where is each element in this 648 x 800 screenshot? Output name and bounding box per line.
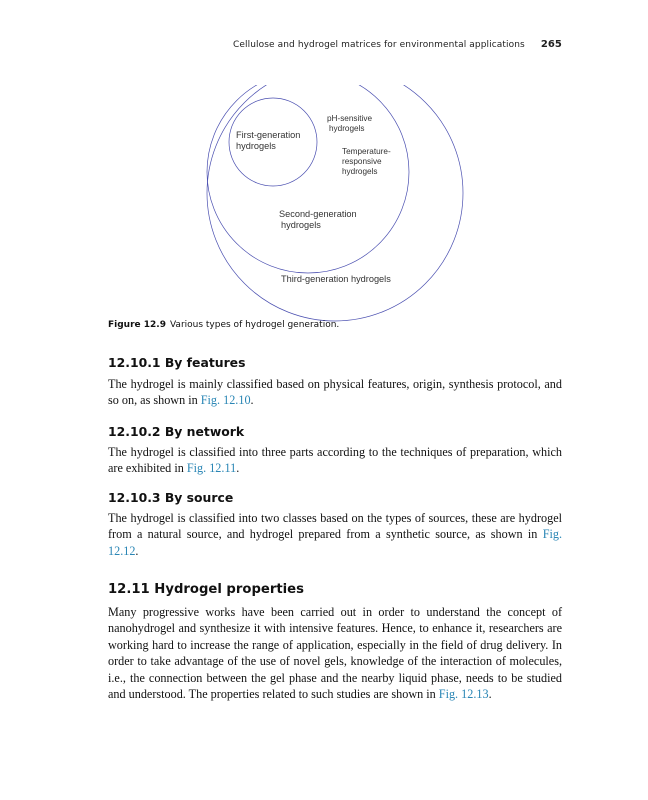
running-title: Cellulose and hydrogel matrices for environmental applications <box>233 40 525 50</box>
section-heading-hydrogel-properties: 12.11 Hydrogel properties <box>108 582 304 597</box>
paragraph-text-end: . <box>135 543 139 558</box>
second-generation-circle <box>207 85 409 273</box>
running-header <box>108 39 562 50</box>
label-ph-sensitive-1: pH-sensitive <box>327 114 373 123</box>
figure-link[interactable]: Fig. 12.13 <box>438 687 489 702</box>
paragraph-text-end: . <box>488 687 492 702</box>
figure-caption-text: Various types of hydrogel generation. <box>169 320 340 330</box>
paragraph-text-end: . <box>236 461 240 476</box>
label-temperature-2: responsive <box>342 157 382 166</box>
paragraph-by-network <box>108 444 562 477</box>
label-first-generation-1: First-generation <box>236 130 301 140</box>
paragraph-text: The hydrogel is mainly classified based on physical features, origin, synthesis protocol, and so on, as shown in <box>108 377 562 408</box>
label-temperature-1: Temperature- <box>342 147 391 156</box>
paragraph-text: Many progressive works have been carried out in order to understand the concept of nanohydrogel and synthesize it with intensive features. Hence, to enhance it, researchers are working hard to increase the range of application, especially in the field of drug delivery. In order to take advantage of the use of novel gels, knowledge of the interaction of molecules, i.e., the connection between the gel phase and the nearby liquid phase, needs to be studied and understood. The properties related to such studies are shown in <box>108 605 562 702</box>
page-number: 265 <box>540 39 562 50</box>
label-ph-sensitive-2: hydrogels <box>329 124 365 133</box>
label-third-generation: Third-generation hydrogels <box>281 274 391 284</box>
figure-link[interactable]: Fig. 12.10 <box>200 393 251 408</box>
label-second-generation-2: hydrogels <box>281 220 321 230</box>
figure-link[interactable]: Fig. 12.11 <box>186 461 237 476</box>
section-heading-by-features: 12.10.1 By features <box>108 355 246 370</box>
label-first-generation-2: hydrogels <box>236 141 276 151</box>
label-second-generation-1: Second-generation <box>279 209 357 219</box>
paragraph-by-features <box>108 376 562 409</box>
hydrogel-generation-diagram <box>180 85 480 325</box>
paragraph-by-source <box>108 510 562 559</box>
figure-caption-label: Figure 12.9 <box>108 320 166 330</box>
paragraph-text: The hydrogel is classified into two classes based on the types of sources, these are hydrogel from a natural source, and hydrogel prepared from a synthetic source, as shown in <box>108 511 562 542</box>
figure-caption <box>108 320 339 330</box>
figure-link[interactable]: Fig. 12.12 <box>108 527 562 558</box>
section-heading-by-network: 12.10.2 By network <box>108 424 245 439</box>
paragraph-hydrogel-properties <box>108 604 562 702</box>
paragraph-text-end: . <box>250 393 254 408</box>
section-heading-by-source: 12.10.3 By source <box>108 490 234 505</box>
label-temperature-3: hydrogels <box>342 167 378 176</box>
paragraph-text: The hydrogel is classified into three parts according to the techniques of preparation, which are exhibited in <box>108 445 562 476</box>
